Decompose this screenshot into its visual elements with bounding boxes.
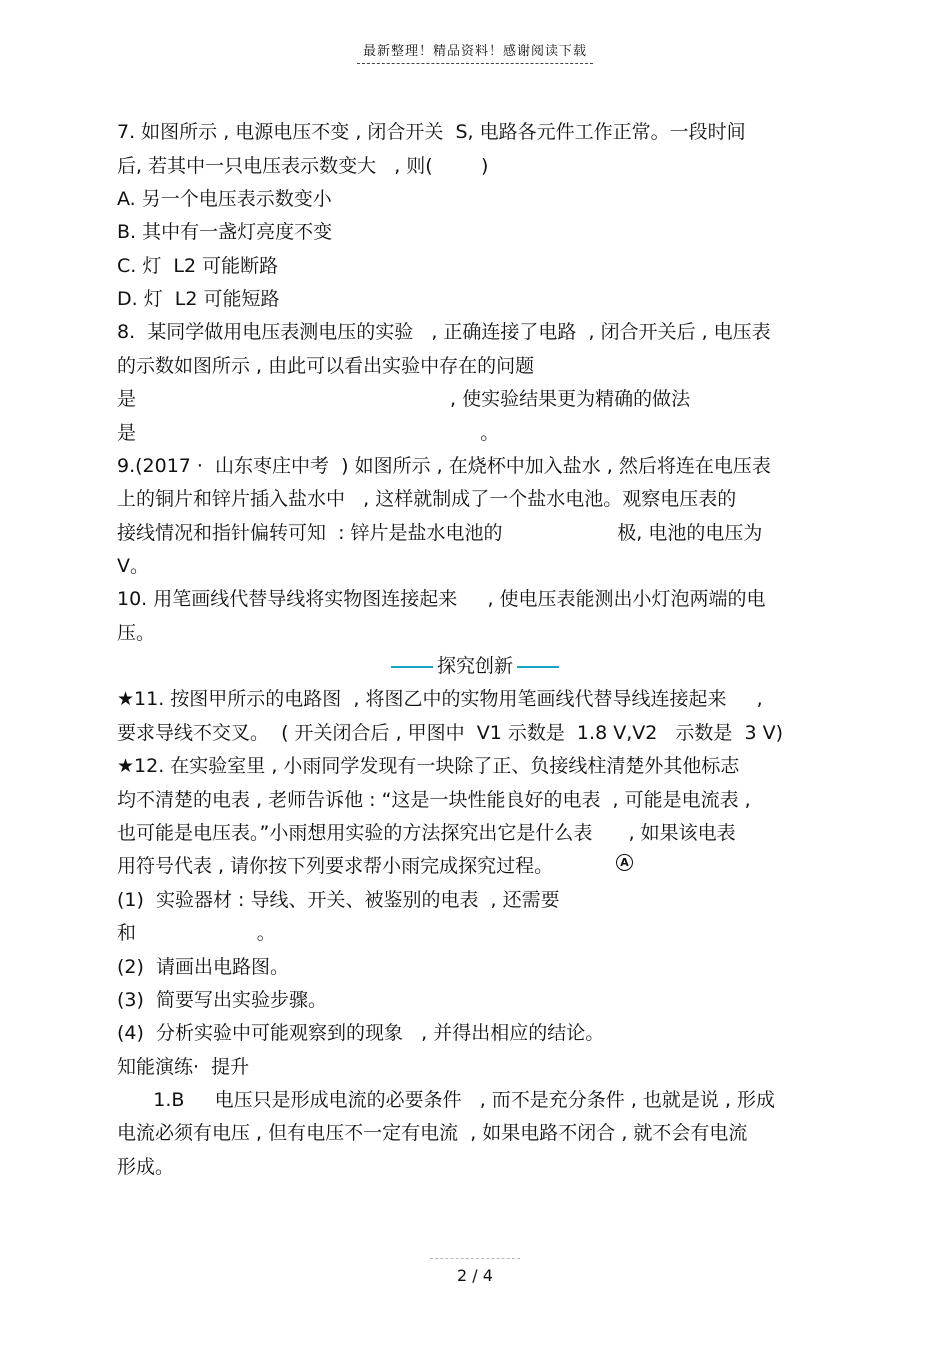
text-line: (1) 实验器材 : 导线、开关、被鉴别的电表 , 还需要 xyxy=(117,889,560,911)
text-line: 7. 如图所示 , 电源电压不变 , 闭合开关 S, 电路各元件工作正常。一段时间 xyxy=(117,121,746,143)
option-b: B. 其中有一盏灯亮度不变 xyxy=(117,221,333,243)
header-text: 最新整理！精品资料！感谢阅读下载 xyxy=(357,40,593,64)
text-line: 用符号代表 , 请你按下列要求帮小雨完成探究过程。 xyxy=(117,855,554,877)
option-d: D. 灯 L2 可能短路 xyxy=(117,288,280,310)
text-line: V。 xyxy=(117,555,149,577)
text-line: 后, 若其中一只电压表示数变大 , 则( ) xyxy=(117,155,489,177)
text-line: (4) 分析实验中可能观察到的现象 , 并得出相应的结论。 xyxy=(117,1022,605,1044)
text-line: 是 , 使实验结果更为精确的做法 xyxy=(117,388,691,410)
option-c: C. 灯 L2 可能断路 xyxy=(117,255,279,277)
text-line: 上的铜片和锌片插入盐水中 , 这样就制成了一个盐水电池。观察电压表的 xyxy=(117,488,737,510)
text-line: 是 。 xyxy=(117,422,500,444)
text-line: 接线情况和指针偏转可知 : 锌片是盐水电池的 极, 电池的电压为 xyxy=(117,522,763,544)
text-line: 也可能是电压表。”小雨想用实验的方法探究出它是什么表 , 如果该电表 xyxy=(117,822,736,844)
text-line: (3) 简要写出实验步骤。 xyxy=(117,989,327,1011)
answer-line: 电流必须有电压 , 但有电压不一定有电流 , 如果电路不闭合 , 就不会有电流 xyxy=(117,1122,748,1144)
answer-line: 1.B 电压只是形成电流的必要条件 , 而不是充分条件 , 也就是说 , 形成 xyxy=(117,1089,776,1111)
section-heading-text: 探究创新 xyxy=(436,655,513,677)
text-line: 知能演练· 提升 xyxy=(117,1056,250,1078)
text-line: (2) 请画出电路图。 xyxy=(117,956,289,978)
text-line: ★12. 在实验室里 , 小雨同学发现有一块除了正、负接线柱清楚外其他标志 xyxy=(117,755,740,777)
text-line: 均不清楚的电表 , 老师告诉他 : “这是一块性能良好的电表 , 可能是电流表 , xyxy=(117,789,751,811)
option-a: A. 另一个电压表示数变小 xyxy=(117,188,332,210)
footer-divider xyxy=(430,1258,520,1259)
text-line: 和 。 xyxy=(117,922,276,944)
text-line: 压。 xyxy=(117,622,156,644)
section-heading xyxy=(0,654,950,678)
text-line: 要求导线不交叉。 ( 开关闭合后 , 甲图中 V1 示数是 1.8 V,V2 示数是 3 V) xyxy=(117,722,784,744)
text-line: 8. 某同学做用电压表测电压的实验 , 正确连接了电路 , 闭合开关后 , 电压表 xyxy=(117,321,771,343)
meter-symbol-icon: A xyxy=(616,854,633,871)
heading-rule-right xyxy=(517,666,559,668)
heading-rule-left xyxy=(391,666,433,668)
text-line: ★11. 按图甲所示的电路图 , 将图乙中的实物用笔画线代替导线连接起来 , xyxy=(117,688,763,710)
text-line: 的示数如图所示 , 由此可以看出实验中存在的问题 xyxy=(117,355,535,377)
page-header xyxy=(0,40,950,64)
text-line: 10. 用笔画线代替导线将实物图连接起来 , 使电压表能测出小灯泡两端的电 xyxy=(117,588,766,610)
answer-line: 形成。 xyxy=(117,1156,175,1178)
text-line: 9.(2017 · 山东枣庄中考 ) 如图所示 , 在烧杯中加入盐水 , 然后将连在电压表 xyxy=(117,455,771,477)
page-number: 2 / 4 xyxy=(457,1266,493,1285)
